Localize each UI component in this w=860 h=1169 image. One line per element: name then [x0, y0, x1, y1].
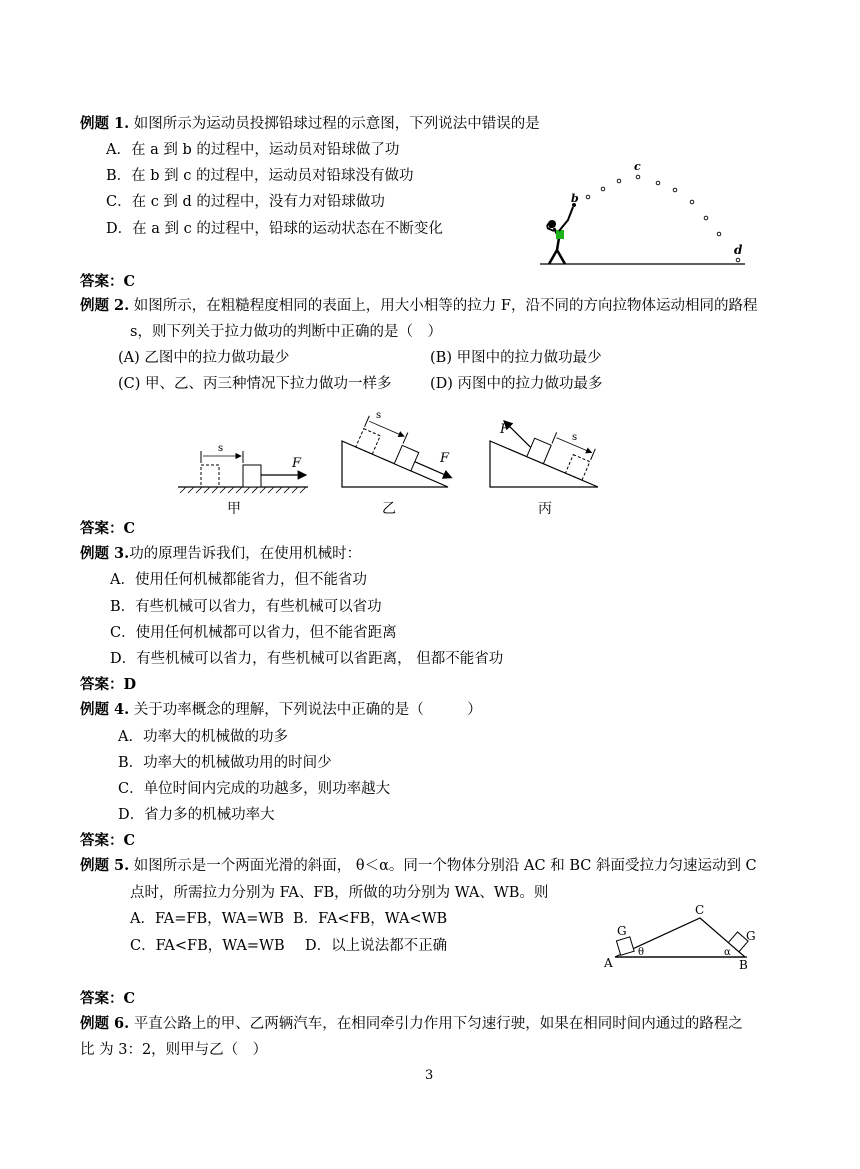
- q5-option-a: A．FA=FB，WA=WB: [130, 911, 284, 927]
- q4-option-b: B．功率大的机械做功用的时间少: [118, 755, 332, 771]
- jia-f-label: F: [292, 456, 302, 471]
- trajectory-dots: [586, 175, 740, 262]
- yi-f-label: F: [440, 451, 450, 466]
- q3-answer: 答案：D: [80, 676, 137, 693]
- q4-stem: 例题 4. 关于功率概念的理解，下列说法中正确的是（ ）: [80, 701, 482, 718]
- label-theta: θ: [638, 947, 645, 958]
- q1-option-a: A．在 a 到 b 的过程中，运动员对铅球做了功: [106, 142, 400, 158]
- q5-answer: 答案：C: [80, 990, 136, 1007]
- q6-stem-line2: 比 为 3：2，则甲与乙（ ）: [80, 1042, 268, 1058]
- q3-option-c: C．使用任何机械都可以省力，但不能省距离: [110, 625, 397, 641]
- g-label-left: G: [617, 924, 627, 938]
- q3-stem: 例题 3.功的原理告诉我们，在使用机械时：: [80, 545, 362, 562]
- label-c: c: [634, 160, 641, 173]
- q2-option-b: (B) 甲图中的拉力做功最少: [430, 350, 602, 366]
- q1-option-c: C．在 c 到 d 的过程中，没有力对铅球做功: [106, 194, 385, 210]
- figure-jia: [178, 443, 308, 517]
- q6-stem-line1: 例题 6. 平直公路上的甲、乙两辆汽车，在相同牵引力作用下匀速行驶，如果在相同时间内通过的路程之: [80, 1015, 743, 1032]
- label-d: d: [734, 243, 743, 257]
- q1-option-b: B．在 b 到 c 的过程中，运动员对铅球没有做功: [106, 168, 414, 184]
- q2-stem-line1: 例题 2. 如图所示，在粗糙程度相同的表面上，用大小相等的拉力 F，沿不同的方向拉物体运动相同的路程: [80, 297, 758, 314]
- bing-caption: 丙: [538, 501, 552, 517]
- q1-option-d: D．在 a 到 c 的过程中，铅球的运动状态在不断变化: [106, 221, 443, 237]
- label-alpha: α: [724, 947, 731, 958]
- double-incline-figure: [600, 900, 770, 972]
- yi-caption: 乙: [382, 501, 396, 517]
- jia-caption: 甲: [227, 501, 241, 517]
- figure-bing: [490, 412, 598, 517]
- q5-stem-line2: 点时，所需拉力分别为 FA、FB，所做的功分别为 WA、WB。则: [130, 885, 549, 901]
- q1-answer: 答案：C: [80, 273, 136, 290]
- q5-stem-line1: 例题 5. 如图所示是一个两面光滑的斜面， θ＜α。同一个物体分别沿 AC 和 BC 斜面受拉力匀速运动到 C: [80, 857, 757, 874]
- q2-three-figures: [170, 405, 610, 520]
- q4-option-d: D．省力多的机械功率大: [118, 807, 275, 823]
- figure-yi: [342, 410, 461, 517]
- g-label-right: G: [746, 929, 756, 943]
- label-b: b: [571, 192, 579, 205]
- q5-option-c: C．FA<FB，WA=WB: [130, 938, 285, 954]
- q5-option-d: D．以上说法都不正确: [305, 938, 448, 954]
- page-number: 3: [425, 1068, 434, 1083]
- q2-option-a: (A) 乙图中的拉力做功最少: [118, 350, 290, 366]
- bing-s-label: s: [572, 432, 578, 443]
- label-C: C: [695, 903, 705, 917]
- label-B: B: [739, 958, 748, 972]
- q4-answer: 答案：C: [80, 832, 136, 849]
- q4-option-c: C．单位时间内完成的功越多，则功率越大: [118, 781, 391, 797]
- q3-option-d: D．有些机械可以省力，有些机械可以省距离， 但都不能省功: [110, 651, 504, 667]
- q1-stem: 例题 1. 如图所示为运动员投掷铅球过程的示意图，下列说法中错误的是: [80, 115, 540, 132]
- q5-option-b: B．FA<FB，WA<WB: [293, 911, 448, 927]
- jia-s-label: s: [218, 443, 224, 454]
- q2-option-d: (D) 丙图中的拉力做功最多: [430, 376, 603, 392]
- q2-answer: 答案：C: [80, 520, 136, 537]
- q2-stem-line2: s，则下列关于拉力做功的判断中正确的是（ ）: [130, 324, 442, 340]
- athlete-figure: [547, 203, 576, 264]
- q3-option-b: B．有些机械可以省力，有些机械可以省功: [110, 599, 382, 615]
- yi-s-label: s: [376, 410, 382, 421]
- q3-option-a: A．使用任何机械都能省力，但不能省功: [110, 572, 367, 588]
- q2-option-c: (C) 甲、乙、丙三种情况下拉力做功一样多: [118, 376, 392, 392]
- label-a: a: [546, 218, 554, 231]
- bing-f-label: F: [500, 422, 510, 437]
- shot-put-figure: [535, 152, 750, 270]
- label-A: A: [604, 956, 613, 970]
- q4-option-a: A．功率大的机械做的功多: [118, 729, 288, 745]
